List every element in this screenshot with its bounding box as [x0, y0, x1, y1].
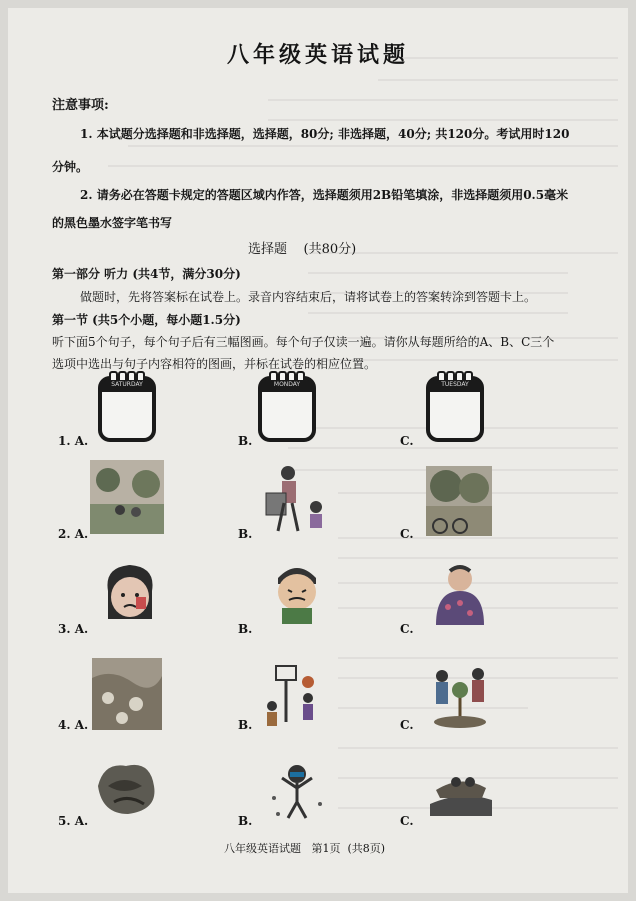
sec1-instr-line1: 听下面5个句子，每个句子后有三幅图画。每个句子仅读一遍。请你从每题所给的A、B、C三个	[52, 335, 555, 349]
notes-heading: 注意事项:	[52, 98, 109, 113]
sec1-heading: 第一节 (共5个小题，每小题1.5分)	[52, 313, 241, 327]
part1-heading: 第一部分 听力 (共4节，满分30分)	[52, 267, 241, 281]
q1-option-b: B.	[238, 434, 253, 448]
q2-picture-b-shopping	[264, 463, 330, 533]
calendar-monday-icon: MONDAY	[258, 376, 316, 442]
section-heading: 选择题 (共80分)	[248, 242, 357, 257]
q4-picture-a-garden	[92, 658, 162, 730]
q3-picture-a-sick-face	[100, 561, 160, 625]
q3-label: 3. A.	[58, 622, 89, 636]
q2-option-c: C.	[400, 527, 414, 541]
q4-option-b: B.	[238, 718, 253, 732]
calendar-tuesday-icon: TUESDAY	[426, 376, 484, 442]
q2-picture-c-cycling	[426, 466, 492, 536]
q2-label: 2. A.	[58, 527, 89, 541]
part1-instruction: 做题时，先将答案标在试卷上。录音内容结束后，请将试卷上的答案转涂到答题卡上。	[80, 290, 537, 304]
q3-picture-b-boy-crying	[264, 560, 330, 624]
q5-picture-c-boating	[426, 760, 496, 816]
sec1-instr-line2: 选项中选出与句子内容相符的图画，并标在试卷的相应位置。	[52, 357, 377, 371]
exam-page	[8, 8, 628, 893]
notes-item2-line1: 2. 请务必在答题卡规定的答题区域内作答，选择题须用2B铅笔填涂，非选择题须用0.5毫米	[80, 188, 569, 202]
q5-picture-b-swimming	[264, 758, 330, 824]
notes-item1-line2: 分钟。	[52, 160, 89, 174]
notes-item1-line1: 1. 本试题分选择题和非选择题，选择题，80分; 非选择题，40分; 共120分。考试用时120	[80, 127, 570, 141]
q2-picture-a-park	[90, 460, 164, 534]
q4-picture-c-planting-trees	[426, 662, 496, 730]
q3-option-c: C.	[400, 622, 414, 636]
notes-item2-line2: 的黑色墨水签字笔书写	[52, 216, 173, 230]
q5-picture-a-storm	[94, 756, 160, 818]
q5-label: 5. A.	[58, 814, 89, 828]
q3-option-b: B.	[238, 622, 253, 636]
q5-option-b: B.	[238, 814, 253, 828]
q1-label: 1. A.	[58, 434, 89, 448]
page-footer: 八年级英语试题 第1页 (共8页)	[224, 842, 386, 855]
q4-picture-b-basketball	[258, 662, 328, 730]
q5-option-c: C.	[400, 814, 414, 828]
q1-option-c: C.	[400, 434, 414, 448]
q4-option-c: C.	[400, 718, 414, 732]
q2-option-b: B.	[238, 527, 253, 541]
q3-picture-c-cold-blanket	[430, 563, 490, 627]
exam-title: 八年级英语试题	[226, 42, 409, 68]
q4-label: 4. A.	[58, 718, 89, 732]
calendar-saturday-icon: SATURDAY	[98, 376, 156, 442]
